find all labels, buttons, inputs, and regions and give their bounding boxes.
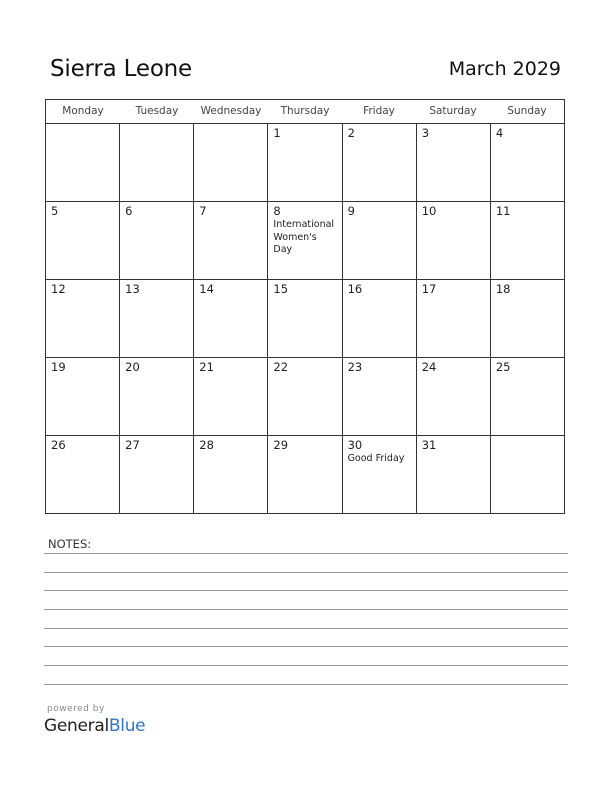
day-number: 22 bbox=[273, 360, 289, 374]
calendar-week-1 bbox=[46, 124, 564, 202]
day-cell bbox=[268, 358, 342, 435]
day-cell bbox=[194, 202, 268, 279]
day-cell bbox=[417, 358, 491, 435]
day-number: 20 bbox=[125, 360, 140, 374]
day-number: 12 bbox=[51, 282, 66, 296]
notes-line bbox=[44, 553, 568, 554]
powered-by-label: powered by bbox=[47, 704, 105, 714]
day-number: 29 bbox=[273, 438, 289, 452]
day-cell bbox=[46, 436, 120, 513]
day-cell bbox=[343, 436, 417, 513]
day-cell bbox=[491, 202, 564, 279]
day-cell bbox=[120, 358, 194, 435]
day-number: 21 bbox=[199, 360, 214, 374]
day-cell bbox=[343, 202, 417, 279]
day-cell bbox=[491, 358, 564, 435]
day-number: 15 bbox=[273, 282, 289, 296]
day-cell bbox=[194, 280, 268, 357]
day-number: 7 bbox=[199, 204, 207, 218]
notes-line bbox=[44, 646, 568, 647]
day-number: 4 bbox=[495, 126, 504, 140]
day-number: 2 bbox=[347, 126, 355, 140]
weekday-header-sunday: Sunday bbox=[507, 105, 547, 117]
notes-line bbox=[44, 684, 568, 685]
day-cell bbox=[120, 280, 194, 357]
notes-line bbox=[44, 572, 568, 573]
day-cell bbox=[46, 358, 120, 435]
day-number: 10 bbox=[421, 204, 437, 218]
day-cell bbox=[120, 124, 194, 201]
day-number: 5 bbox=[51, 204, 59, 218]
notes-line bbox=[44, 628, 568, 629]
day-number: 9 bbox=[347, 204, 355, 218]
day-cell bbox=[343, 358, 417, 435]
holiday-label: Good Friday bbox=[347, 453, 405, 464]
day-number: 31 bbox=[421, 438, 437, 452]
holiday-label: International Women's Day bbox=[273, 219, 335, 255]
weekday-header-wednesday: Wednesday bbox=[200, 105, 262, 117]
brand-blue: Blue bbox=[108, 716, 146, 736]
day-number: 3 bbox=[421, 126, 430, 140]
day-cell bbox=[120, 202, 194, 279]
calendar-week-2 bbox=[46, 202, 564, 280]
day-number: 18 bbox=[495, 282, 511, 296]
day-number: 16 bbox=[347, 282, 363, 296]
day-number: 6 bbox=[125, 204, 133, 218]
day-number: 25 bbox=[495, 360, 511, 374]
day-number: 11 bbox=[495, 204, 511, 218]
calendar-week-4 bbox=[46, 358, 564, 436]
day-number: 28 bbox=[199, 438, 214, 452]
day-number: 27 bbox=[125, 438, 140, 452]
notes-line bbox=[44, 665, 568, 666]
day-number: 26 bbox=[51, 438, 66, 452]
day-number: 30 bbox=[347, 438, 363, 452]
day-number: 8 bbox=[273, 204, 281, 218]
day-number: 24 bbox=[421, 360, 437, 374]
weekday-header-tuesday: Tuesday bbox=[135, 105, 179, 117]
day-number: 17 bbox=[421, 282, 437, 296]
day-cell bbox=[46, 124, 120, 201]
weekday-header-row bbox=[46, 100, 564, 124]
day-cell bbox=[417, 436, 491, 513]
weekday-header-friday: Friday bbox=[363, 105, 395, 117]
weekday-header-monday: Monday bbox=[62, 105, 104, 117]
day-cell bbox=[194, 436, 268, 513]
day-cell bbox=[268, 202, 342, 279]
day-cell bbox=[343, 124, 417, 201]
day-cell bbox=[194, 358, 268, 435]
day-number: 14 bbox=[199, 282, 214, 296]
day-number: 1 bbox=[273, 126, 281, 140]
brand-general: General bbox=[44, 716, 109, 736]
day-cell bbox=[268, 436, 342, 513]
day-cell bbox=[491, 280, 564, 357]
day-cell bbox=[268, 280, 342, 357]
day-cell bbox=[417, 280, 491, 357]
calendar-week-3 bbox=[46, 280, 564, 358]
weekday-header-saturday: Saturday bbox=[429, 105, 477, 117]
day-cell bbox=[268, 124, 342, 201]
day-cell bbox=[194, 124, 268, 201]
notes-line bbox=[44, 590, 568, 591]
day-cell bbox=[120, 436, 194, 513]
calendar-country-title: Sierra Leone bbox=[50, 56, 193, 82]
day-number: 23 bbox=[347, 360, 363, 374]
weekday-header-thursday: Thursday bbox=[280, 105, 330, 117]
day-cell bbox=[46, 280, 120, 357]
day-cell bbox=[343, 280, 417, 357]
day-cell bbox=[491, 124, 564, 201]
day-cell bbox=[417, 124, 491, 201]
calendar-week-5 bbox=[46, 436, 564, 513]
notes-line bbox=[44, 609, 568, 610]
day-cell bbox=[417, 202, 491, 279]
day-number: 13 bbox=[125, 282, 140, 296]
notes-label: NOTES: bbox=[48, 537, 92, 551]
day-cell bbox=[46, 202, 120, 279]
day-number: 19 bbox=[51, 360, 66, 374]
day-cell bbox=[491, 436, 564, 513]
calendar-grid bbox=[45, 99, 565, 514]
calendar-month-title: March 2029 bbox=[448, 58, 561, 80]
generalblue-logo bbox=[44, 716, 145, 736]
